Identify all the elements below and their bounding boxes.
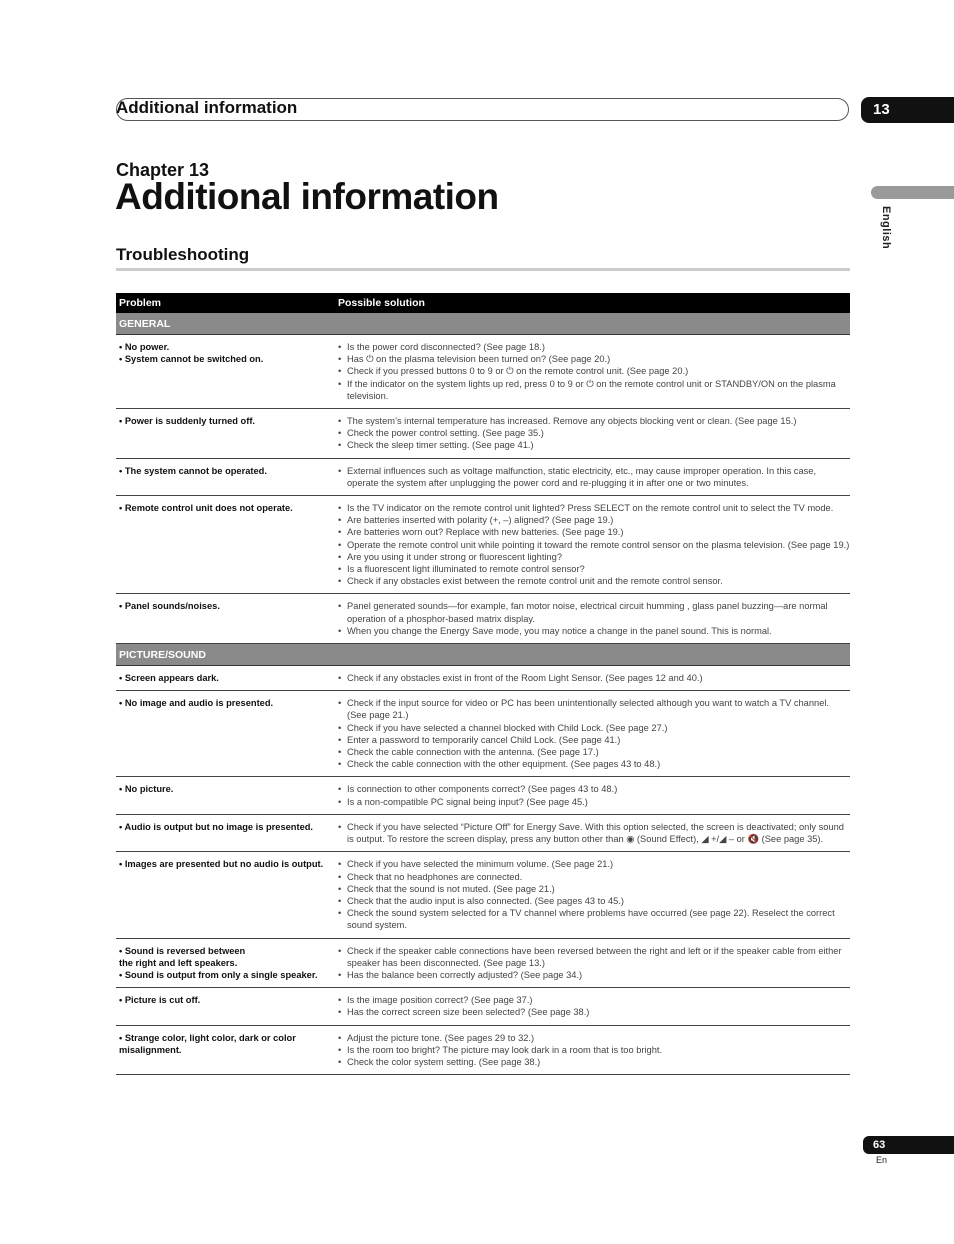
solution-item (335, 415, 850, 427)
table-row (116, 459, 850, 496)
solution-item (335, 969, 850, 981)
solution-cell (335, 783, 850, 807)
problem-cell (116, 858, 335, 931)
solution-cell (335, 821, 850, 845)
bullet-icon: • (338, 759, 342, 770)
solution-item (335, 895, 850, 907)
solution-item (335, 783, 850, 795)
table-row (116, 496, 850, 594)
problem-text: the right and left speakers. (119, 957, 238, 968)
chapter-label: Chapter 13 (116, 160, 210, 180)
problem-text: • Images are presented but no audio is output. (119, 859, 324, 870)
problem-text: • Screen appears dark. (119, 673, 219, 684)
bullet-icon: • (338, 551, 342, 562)
solution-text: Check the cable connection with the other equipment. (See pages 43 to 48.) (347, 759, 661, 770)
solution-text: Enter a password to temporarily cancel Child Lock. (See page 41.) (347, 734, 621, 745)
bullet-icon: • (338, 576, 342, 587)
solution-cell (335, 1032, 850, 1069)
solution-text: Check the sleep timer setting. (See page 41.) (347, 440, 534, 451)
solution-cell (335, 945, 850, 982)
bullet-icon: • (338, 895, 342, 906)
solution-item (335, 600, 850, 624)
solution-text: Is a fluorescent light illuminated to remote control sensor? (347, 564, 585, 575)
problem-cell (116, 821, 335, 845)
solution-text: Is the TV indicator on the remote control unit lighted? Press SELECT on the remote control unit to select the TV mode. (347, 503, 834, 514)
bullet-icon: • (338, 796, 342, 807)
table-row (116, 852, 850, 938)
bullet-icon: • (338, 859, 342, 870)
bullet-icon: • (338, 747, 342, 758)
bullet-icon: • (338, 945, 342, 956)
bullet-icon: • (338, 995, 342, 1006)
solution-text: External influences such as voltage malfunction, static electricity, etc., may cause improper operation. In this case, operate the system after unplugging the power cord and re-plugging it in after one or two minutes. (347, 465, 817, 488)
solution-item (335, 341, 850, 353)
problem-cell (116, 672, 335, 684)
page-title: Additional information (115, 176, 499, 217)
solution-item (335, 365, 850, 377)
bullet-icon: • (338, 1044, 342, 1055)
solution-text: Check if any obstacles exist between the remote control unit and the remote control sensor. (347, 576, 723, 587)
solution-cell (335, 858, 850, 931)
bullet-icon: • (338, 821, 342, 832)
solution-text: Check if you have selected a channel blocked with Child Lock. (See page 27.) (347, 722, 668, 733)
table-row (116, 1026, 850, 1076)
bullet-icon: • (338, 440, 342, 451)
solution-text: Check that the sound is not muted. (See page 21.) (347, 883, 555, 894)
solution-text: Operate the remote control unit while pointing it toward the remote control sensor on the plasma television. (See page 19.) (347, 539, 850, 550)
solution-item (335, 883, 850, 895)
solution-text: Is the room too bright? The picture may look dark in a room that is too bright. (347, 1044, 663, 1055)
solution-text: Are you using it under strong or fluorescent lighting? (347, 551, 562, 562)
solution-text: Has the balance been correctly adjusted? (See page 34.) (347, 969, 583, 980)
section-divider (116, 268, 850, 271)
bullet-icon: • (338, 465, 342, 476)
solution-item (335, 502, 850, 514)
header-problem: Problem (119, 297, 162, 309)
solution-item (335, 871, 850, 883)
solution-text: Is the power cord disconnected? (See page 18.) (347, 342, 545, 352)
solution-cell (335, 994, 850, 1018)
solution-item (335, 858, 850, 870)
solution-item (335, 1044, 850, 1056)
solution-text: Check if you have selected “Picture Off” for Energy Save. With this option selected, the screen is deactivated; only sound is output. To restore the screen display, press any button other than ◉ (Sound Effect), ◢ +/◢ – or 🔇 (See page 35). (347, 821, 844, 845)
solution-text: Has ⏻ on the plasma television been turned on? (See page 20.) (347, 354, 611, 365)
bullet-icon: • (338, 601, 342, 612)
solution-cell (335, 465, 850, 489)
solution-cell (335, 415, 850, 452)
bullet-icon: • (338, 883, 342, 894)
solution-item (335, 722, 850, 734)
solution-text: Are batteries worn out? Replace with new batteries. (See page 19.) (347, 527, 624, 538)
table-row (116, 691, 850, 777)
solution-text: Check if any obstacles exist in front of the Room Light Sensor. (See pages 12 and 40.) (347, 673, 703, 684)
bullet-icon: • (338, 734, 342, 745)
problem-cell (116, 465, 335, 489)
solution-item (335, 575, 850, 587)
solution-cell (335, 341, 850, 402)
solution-item (335, 465, 850, 489)
chapter-number-badge: 13 (861, 97, 954, 123)
problem-text: • System cannot be switched on. (119, 354, 264, 365)
problem-cell (116, 994, 335, 1018)
solution-text: The system’s internal temperature has increased. Remove any objects blocking vent or clean. (See page 15.) (347, 416, 797, 427)
problem-cell (116, 341, 335, 402)
bullet-icon: • (338, 366, 342, 377)
solution-text: Check the power control setting. (See page 35.) (347, 428, 544, 439)
problem-text: • Sound is output from only a single speaker. (119, 969, 318, 980)
solution-text: Are batteries inserted with polarity (+, –) aligned? (See page 19.) (347, 515, 614, 526)
bullet-icon: • (338, 698, 342, 709)
bullet-icon: • (338, 378, 342, 389)
problem-cell (116, 783, 335, 807)
bullet-icon: • (338, 539, 342, 550)
problem-cell (116, 1032, 335, 1069)
bullet-icon: • (338, 354, 342, 365)
solution-text: Is connection to other components correct? (See pages 43 to 48.) (347, 784, 618, 795)
solution-item (335, 907, 850, 931)
bullet-icon: • (338, 428, 342, 439)
solution-text: Panel generated sounds—for example, fan motor noise, electrical circuit humming , glass panel buzzing—are normal operation of a phosphor-based matrix display. (347, 601, 828, 624)
problem-text: • Audio is output but no image is presented. (119, 821, 314, 832)
table-row (116, 777, 850, 814)
solution-text: Check if the speaker cable connections have been reversed between the right and left or if the speaker cable from either speaker has been disconnected. (See page 13.) (347, 945, 842, 968)
bullet-icon: • (338, 515, 342, 526)
problem-cell (116, 502, 335, 587)
bullet-icon: • (338, 1007, 342, 1018)
table-row (116, 988, 850, 1025)
table-row (116, 409, 850, 459)
solution-item (335, 427, 850, 439)
solution-text: Is a non-compatible PC signal being input? (See page 45.) (347, 796, 588, 807)
solution-text: Check if you pressed buttons 0 to 9 or ⏻ on the remote control unit. (See page 20.) (347, 366, 689, 377)
problem-text: • No image and audio is presented. (119, 698, 274, 709)
bullet-icon: • (338, 527, 342, 538)
solution-text: If the indicator on the system lights up red, press 0 to 9 or ⏻ on the remote control unit or STANDBY/ON on the plasma television. (347, 378, 836, 401)
problem-text: • Picture is cut off. (119, 995, 201, 1006)
solution-cell (335, 502, 850, 587)
bullet-icon: • (338, 784, 342, 795)
bullet-icon: • (338, 908, 342, 919)
solution-text: Check if you have selected the minimum volume. (See page 21.) (347, 859, 614, 870)
category-row: GENERAL (116, 313, 850, 335)
bullet-icon: • (338, 342, 342, 352)
category-row: PICTURE/SOUND (116, 644, 850, 666)
header-title: Additional information (116, 98, 298, 117)
page-language: En (876, 1155, 888, 1165)
solution-item (335, 945, 850, 969)
solution-item (335, 378, 850, 402)
table-row (116, 666, 850, 691)
bullet-icon: • (338, 871, 342, 882)
bullet-icon: • (338, 969, 342, 980)
solution-item (335, 758, 850, 770)
bullet-icon: • (338, 673, 342, 684)
solution-cell (335, 672, 850, 684)
table-row (116, 815, 850, 852)
solution-cell (335, 697, 850, 770)
solution-item (335, 734, 850, 746)
solution-text: Check the cable connection with the antenna. (See page 17.) (347, 747, 599, 758)
problem-text: • No power. (119, 342, 170, 352)
bullet-icon: • (338, 1056, 342, 1067)
solution-item (335, 625, 850, 637)
solution-text: Check the sound system selected for a TV channel where problems have occurred (see page 22). Reselect the correct sound system. (347, 908, 835, 931)
solution-item (335, 563, 850, 575)
solution-item (335, 1032, 850, 1044)
solution-item (335, 539, 850, 551)
problem-cell (116, 697, 335, 770)
page-number: 63 (863, 1136, 954, 1154)
solution-item (335, 353, 850, 365)
solution-text: Check if the input source for video or PC has been unintentionally selected although you want to watch a TV channel. (See page 21.) (347, 698, 830, 721)
problem-text: • Strange color, light color, dark or color misalignment. (119, 1032, 296, 1055)
problem-cell (116, 945, 335, 982)
table-row (116, 335, 850, 409)
solution-item (335, 796, 850, 808)
solution-item (335, 514, 850, 526)
solution-item (335, 746, 850, 758)
solution-text: When you change the Energy Save mode, you may notice a change in the panel sound. This is normal. (347, 625, 772, 636)
problem-text: • Panel sounds/noises. (119, 601, 220, 612)
header-solution: Possible solution (338, 297, 425, 309)
solution-item (335, 821, 850, 845)
bullet-icon: • (338, 416, 342, 427)
problem-cell (116, 600, 335, 637)
problem-cell (116, 415, 335, 452)
problem-text: • The system cannot be operated. (119, 465, 267, 476)
problem-text: • Sound is reversed between (119, 945, 246, 956)
bullet-icon: • (338, 1032, 342, 1043)
problem-text: • Remote control unit does not operate. (119, 503, 293, 514)
solution-item (335, 994, 850, 1006)
troubleshooting-table (116, 293, 850, 1075)
language-tab (871, 186, 954, 199)
solution-text: Adjust the picture tone. (See pages 29 to 32.) (347, 1032, 535, 1043)
solution-cell (335, 600, 850, 637)
solution-item (335, 439, 850, 451)
bullet-icon: • (338, 503, 342, 514)
solution-text: Has the correct screen size been selected? (See page 38.) (347, 1007, 590, 1018)
solution-item (335, 672, 850, 684)
solution-item (335, 551, 850, 563)
problem-text: • Power is suddenly turned off. (119, 416, 256, 427)
solution-text: Check the color system setting. (See page 38.) (347, 1056, 541, 1067)
section-title: Troubleshooting (116, 245, 250, 264)
table-row (116, 939, 850, 989)
bullet-icon: • (338, 625, 342, 636)
language-label: English (880, 206, 892, 250)
table-row (116, 594, 850, 644)
solution-item (335, 1056, 850, 1068)
solution-item (335, 1006, 850, 1018)
solution-item (335, 526, 850, 538)
table-header (116, 293, 850, 313)
problem-text: • No picture. (119, 784, 174, 795)
bullet-icon: • (338, 564, 342, 575)
solution-text: Check that the audio input is also connected. (See pages 43 to 45.) (347, 895, 625, 906)
solution-item (335, 697, 850, 721)
solution-text: Check that no headphones are connected. (347, 871, 523, 882)
solution-text: Is the image position correct? (See page 37.) (347, 995, 533, 1006)
bullet-icon: • (338, 722, 342, 733)
